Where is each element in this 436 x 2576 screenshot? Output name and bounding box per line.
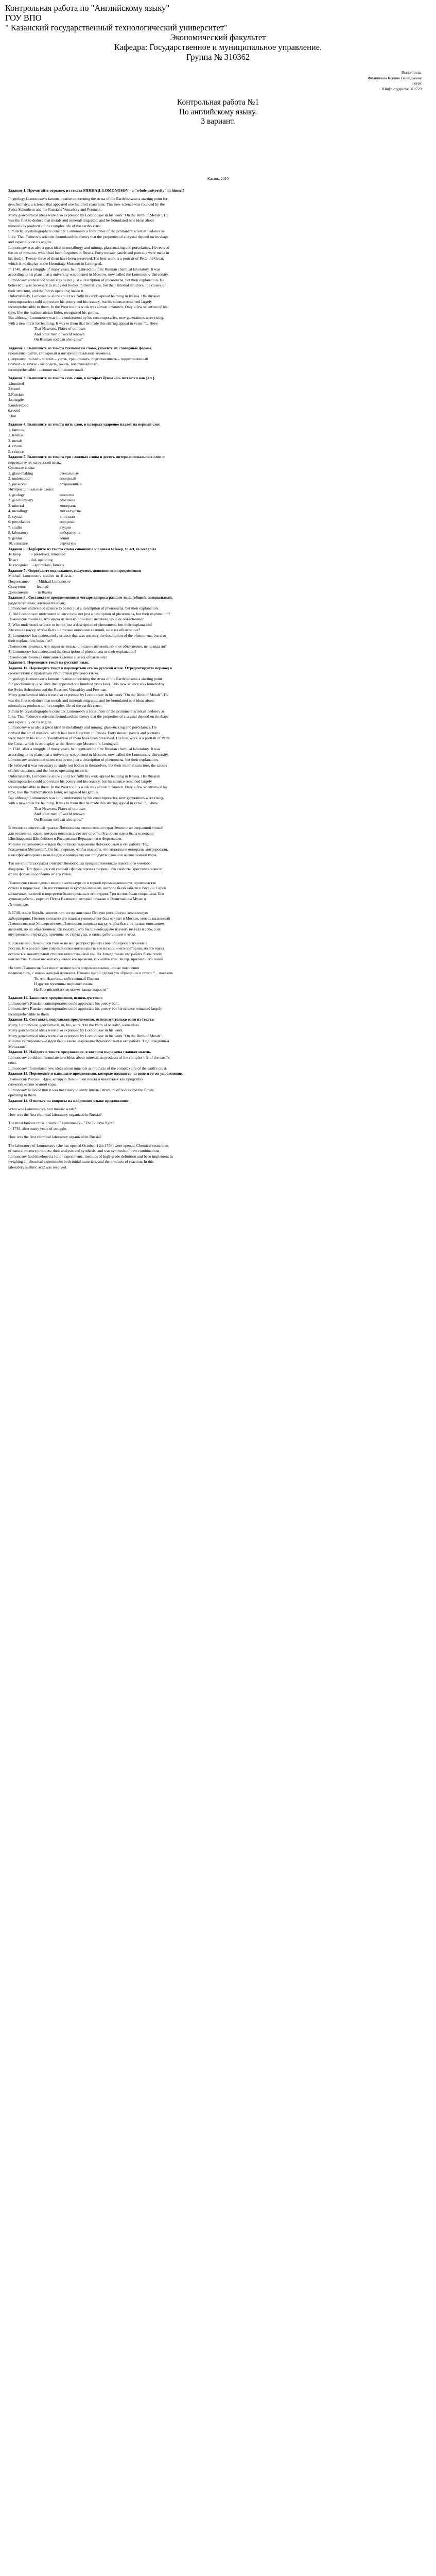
- text-line: To recognize - appreciate, famous: [8, 563, 64, 567]
- text-line: Lomonosov "formulated new ideas about minerals as products of the complex life of the earth's crust.: [8, 1065, 167, 1071]
- task-heading: Задание 13. Переведите и напишите предложения, которые находятся на одно и то же упражнение.: [8, 1071, 183, 1076]
- term-pair: [8, 503, 428, 509]
- text-line: 1.hundred: [8, 381, 24, 386]
- text-line: revived - to revive - возродить, ожить, восстанавливать.: [8, 362, 100, 366]
- text-line: incomprehensible to them. In the West too his work was almost unknown. Only a few scientists of his: [8, 784, 168, 789]
- term-translation: геология: [60, 492, 75, 497]
- text-line: Ленинграде.: [8, 902, 29, 907]
- term-word: 4. metallogy: [8, 509, 28, 513]
- text-line: 5. science: [8, 449, 24, 454]
- text-line: Подлежащее - Mikhail Lomonosov: [8, 579, 71, 584]
- term-translation: кристалл: [60, 514, 75, 519]
- header-line-3: " Казанский государственный технологический университет": [5, 23, 228, 32]
- text-line: Металлов".: [8, 1044, 27, 1049]
- verse-line: And other men of world renown: [34, 331, 85, 336]
- text-line: Many geochemical ideas were also expressed by Lomonosov in his work "On the Birth of Metals". He: [8, 692, 169, 697]
- text-line: laboratory sulfuric acid was received.: [8, 1164, 67, 1170]
- text-line: Сложные слова:: [8, 465, 36, 470]
- text-line: Many geochemical ideas were also expressed by Lomonosov in his work.: [8, 1028, 124, 1032]
- term-translation: студия: [60, 524, 71, 530]
- text-line: according to his plans that a university was opened in Moscow, now called the Lomonosov University.: [8, 272, 169, 277]
- text-line: Like. That Fedorov's scientist formulated the theory that the properties of a crystal depend on its shape: [8, 234, 169, 239]
- task-heading: Задание 11. Закончите предложения, используя текст.: [8, 995, 103, 1000]
- text-line: He believed it was necessary to study not bodies in themselves, but their internal structure, the causes: [8, 762, 167, 768]
- text-line: Lomonosov understood science to be not just a description of phenomena, but their explanation.: [8, 606, 159, 611]
- term-pair: [8, 471, 428, 477]
- header-line-5: Кафедра: Государственное и муниципальное управление.: [114, 42, 322, 52]
- term-pair: [8, 525, 428, 531]
- text-line: Но хотя Ломоносов был понят немного его современниками, новые поколения: [8, 965, 139, 970]
- text-line: неизвестна. Только несколько ученых его времени, как математик Эйлер, признали его гений.: [8, 957, 164, 961]
- term-pair: [8, 530, 428, 536]
- text-line: и он сформулировал новые идеи о минералах как продукты сложной жизни земной коры.: [8, 852, 158, 857]
- city-year: Казань, 2010: [207, 176, 229, 181]
- text-line: How was the first chemical laboratory organized in Russia?: [8, 1112, 102, 1117]
- term-pair: [8, 514, 428, 520]
- text-line: time, like the mathematician Euler, recognized his genius.: [8, 790, 99, 794]
- text-line: of their structure, and the forces operating inside it.: [8, 768, 89, 773]
- verse-line: И другие мужчины мирового славы: [34, 981, 94, 986]
- text-line: geochemistry, a science that appeared one hundred years later. This new science was founded by the: [8, 201, 165, 207]
- text-line: мозаичных панелей и портретов были сделаны в его студии. Три из них были сохранены. Его: [8, 891, 164, 896]
- term-word: 10. structure: [8, 541, 28, 546]
- text-line: In geology Lomonosov's famous treatise concerning the strata of the Earth became a starting point for: [8, 196, 168, 201]
- text-line: Many geochemical ideas were also expressed by Lomonosov in his work "On the Birth of Metals". He: [8, 212, 169, 217]
- text-line: для геохимии, науки, которая появилась сто лет спустя. Эта новая наука была основана: [8, 831, 154, 836]
- text-line: Ломоносов также сделал много в металлургии и горной промышленности, производстве: [8, 880, 156, 885]
- text-line: contemporaries could appreciate his poetry and his oratory, but his science remained largely: [8, 299, 152, 304]
- text-line: Кто понял науку, чтобы быть не только описание явлений, но и их объяснение?: [8, 628, 141, 632]
- header-line-1: Контрольная работа по "Английскому языку": [5, 3, 170, 13]
- text-line: Swiss Schonbein and the Russians Vernadsky and Fersman.: [8, 207, 102, 212]
- text-line: with a new thirst for learning. It was to them that he made this stirring appeal in verse: "... show: [8, 801, 158, 805]
- text-line: The most famous mosaic work of Lomonosov - "The Poltava fight".: [8, 1121, 115, 1125]
- term-translation: металлургия: [60, 509, 81, 513]
- text-line: Ломоносовским Университетом. Ломоносов понимал науку, чтобы быть не только описанием: [8, 921, 164, 926]
- text-line: In geology Lomonosov's famous treatise concerning the strata of the Earth became a starting point: [8, 676, 162, 681]
- text-line: In 1748, after a struggle of many years, he organised the first Russian chemical laboratory. It was: [8, 747, 161, 751]
- text-line: Ломоносов понимал, что наука не только описание явлений, но и их объяснение, не правда ли?: [8, 643, 167, 649]
- text-line: In 1748, after many years of struggle.: [8, 1126, 67, 1131]
- term-pair: [8, 519, 428, 525]
- text-line: the Great, which is on display at the Hermitage Museum in Leningrad.: [8, 741, 119, 746]
- title-line-2: По английскому языку.: [179, 107, 257, 116]
- header-line-4: Экономический факультет: [170, 32, 266, 42]
- verse-line: То, что Ньютоны, собственный Платон: [34, 976, 99, 981]
- text-line: his studio. Twenty-three of them have been preserved. His best work is a portrait of Peter the Great,: [8, 256, 164, 261]
- task-heading: Задание 7 . Определите подлежащее, сказуемое, дополнение в предложении: [8, 568, 141, 573]
- text-line: was the first to deduce that metals and minerals migrated, and he formulated new ideas about: [8, 218, 154, 223]
- verse-line: That Newtons, Plates of our own: [34, 326, 85, 331]
- text-line: operating in them.: [8, 1093, 37, 1097]
- text-line: 4) Lomonosov has understood the description of phenomena or their explanation?: [8, 649, 136, 654]
- text-line: осталась в значительной степени непостижимой им. На Западе также его работа была почти: [8, 951, 163, 956]
- text-line: России. Его российские современники могли ценить его поэзию и его ораторию, но его наука: [8, 946, 164, 951]
- text-line: Lomonosov had developed a lot of experiments, methods of high-grade definition and been implement in: [8, 1154, 173, 1159]
- author-role: Выполнила:: [401, 70, 422, 75]
- text-line: лабораторию. Именно согласно его планам университет был открыт в Москве, теперь названный: [8, 916, 170, 921]
- text-line: Many, Lomonosov, geochemical, in, his, work "On the Birth of Metals", were ideas: [8, 1022, 139, 1027]
- task-heading: Задание 14. Ответьте на вопросы на найденном языке предложении:: [8, 1098, 130, 1103]
- term-word: 8. laboratory: [8, 530, 28, 535]
- text-line: Ломоносов понимал, что наука не только описание явлений, но и их объяснение?: [8, 617, 144, 621]
- text-line: В 1748, после борьбы многих лет, он организовал Первую российскую химическую: [8, 910, 148, 915]
- title-line-1: Контрольная работа №1: [177, 98, 259, 107]
- document-body: [8, 188, 428, 1171]
- term-translation: стекольные: [60, 470, 79, 476]
- text-line: incomprehensible to them.: [8, 1011, 50, 1016]
- term-translation: минералы: [60, 503, 77, 508]
- text-line: with a new thirst for learning. It was to them that he made this stirring appeal in verse: "... show: [8, 320, 158, 326]
- text-line: the art of mosaics, which had been forgotten in Russia. Forty mosaic panels and portraits were made in: [8, 250, 169, 255]
- term-pair: [8, 498, 428, 503]
- text-line: 1) Did Lomonosov understand science to be not just a description of phenomena, but their explanation?: [8, 611, 170, 616]
- text-line: Unfortunately, Lomonosov alone could not fulfil his wide-spread learning in Russia. His Russian: [8, 294, 160, 298]
- text-line: Так же кристаллографы считают Ломоносова предшественником известного ученого: [8, 861, 150, 866]
- verse-line: На Российской почве может также вырасти": [34, 987, 108, 992]
- text-line: incomprehensible - непонятный, неизвестный.: [8, 367, 84, 372]
- text-line: their structure, and the forces operating inside it.: [8, 288, 84, 293]
- text-line: внутреннюю структуру, причины их структуры, и силы, работающие в этом.: [8, 932, 136, 937]
- term-word: 3. mineral: [8, 503, 24, 508]
- text-line: стекла и порцелане. Он восстановил искусство мозаики, которое было забыто в России. Сорок: [8, 886, 166, 890]
- term-word: 7. studio: [8, 524, 22, 530]
- text-line: 4. crystal: [8, 444, 23, 448]
- text-line: проанализируйте, словарный и интернациональные термины.: [8, 351, 111, 355]
- term-pair: [8, 493, 428, 498]
- text-line: Многие геохимические идеи были также выражены Ломоносовым в его работе "Над Рождением: [8, 1039, 169, 1043]
- text-line: of natural mixture products, their analysis and synthesis, and was synthesis of new combinations.: [8, 1148, 161, 1153]
- text-line: 2. treatise: [8, 433, 24, 437]
- text-line: Lomonosov understood science to be not just a description of phenomena, but their explanation. He: [8, 277, 164, 282]
- text-line: and especially on its angles.: [8, 240, 52, 244]
- text-line: 1. famous: [8, 427, 24, 432]
- text-line: Ломоносов Россию. Идея, которую Ломоносов понял о минералах как продуктах: [8, 1076, 144, 1081]
- text-line: сложной жизни земной коры.: [8, 1082, 58, 1087]
- text-line: according to his plans that a university was opened in Moscow, now called the Lomonosov University.: [8, 752, 169, 757]
- text-line: Lomonosov was also a great ideal in metallurgy and mining, glass-making and porcelanics. He: [8, 725, 157, 730]
- text-line: Многие геохимические идеи были также выражены Ломоносовым в его работе "Над: [8, 841, 150, 846]
- text-line: incomprehensible to them. In the West too his work was almost unknown. Only a few scientists of his: [8, 304, 168, 309]
- term-word: 2. geochemistry: [8, 498, 33, 502]
- text-line: 2.found: [8, 386, 21, 391]
- verse-line: And other men of world renown: [34, 811, 85, 816]
- task-heading: Задание 8 . Составьте и предложениями четыре вопроса разного типа (общий, специальный,: [8, 595, 173, 600]
- text-line: Федорова. Тот французский ученый сформулировал теорию, что свойства кристалла зависят: [8, 866, 163, 871]
- text-line: contemporaries could appreciate his poetry and his oratory, but his science remained largely: [8, 779, 152, 784]
- verse-line: On Russian soil can also grow": [34, 337, 83, 342]
- text-line: In 1748, after a struggle of many years, he organised the first Russian chemical laboratory. It was: [8, 266, 161, 272]
- text-line: от его формы и особенно от его углов.: [8, 872, 72, 876]
- text-line: Unfortunately, Lomonosov alone could not fulfil his wide-spread learning in Russia. His Russian: [8, 773, 160, 778]
- text-line: Lomonosov believed that it was necessary to study internal structure of bodies and the forces: [8, 1087, 154, 1092]
- text-line: 2) Who understood science to be not just a description of phenomena, but their explanation?: [8, 622, 153, 627]
- text-line: явлений, но их объяснением. Он полагал, что было необходимо изучить не тела в себе, а их: [8, 926, 161, 931]
- text-line: time, like the mathematician Euler, recognized his genius.: [8, 310, 99, 315]
- text-line: What was Lomonosov's best mosaic work?: [8, 1107, 76, 1111]
- verse-line: On Russian soil can also grow": [34, 817, 83, 822]
- text-line: В геологии известный трактат Ломоносова относительно страт Земли стал отправной точкой: [8, 825, 164, 830]
- task-heading: Задание 1. Прочитайте отрывок из текста MIKHAIL LOMONOSOV - a "whole university" in himself: [8, 188, 184, 193]
- text-line: Рождением Металлов". Он был первым, чтобы вывести, что металлы и минералы мигрировали,: [8, 847, 168, 852]
- author-name: Филиппова Ксения Геннадьевна: [368, 75, 422, 80]
- task-heading: Задание 3. Выпишите из текста семь слов, в которых буква -ou- читается как [ʌʊ ].: [8, 376, 155, 380]
- text-line: Швейцарским Шенбейном и Россиянами Вернадским и Ферсманом.: [8, 836, 123, 841]
- verse-line: That Newtons, Plates of our own: [34, 806, 85, 811]
- text-line: To keep - preserved, remained: [8, 552, 66, 556]
- text-line: for geochemistry, a science that appeared one hundred years later. This new science was founded by: [8, 682, 165, 686]
- text-line: (например, trained – to train – учить, тренировать, подготавливать – подготовленный: [8, 356, 148, 361]
- text-line: Like. That Fedorov's scientist formulated the theory that the properties of a crystal depend on its shape: [8, 714, 169, 719]
- term-pair: [8, 482, 428, 487]
- text-line: Similarly, crystallographers consider Lomonosov a forerunner of the prominent scientist Fedorov as: [8, 708, 165, 714]
- text-line: their explanation, hasn't he?: [8, 638, 52, 643]
- author-course: 1 курс: [411, 81, 422, 86]
- text-line: 3) Lomonosov has understood a science that was not only the description of the phenomena, but also: [8, 633, 166, 638]
- text-line: переведите их на русский язык.: [8, 460, 61, 465]
- term-word: 1. glass-making: [8, 470, 33, 476]
- text-line: Сказуемое - learned: [8, 584, 48, 589]
- term-translation: гений: [60, 535, 69, 540]
- text-line: Дополнение - in Russia: [8, 589, 53, 595]
- term-translation: понятный: [60, 476, 76, 481]
- text-line: поднимались, с новой жаждой изучения. Именно им он сделал это обращение в стихе: "... показать: [8, 971, 173, 975]
- text-line: the Swiss Schonbein and the Russians Vernadsky and Fersman.: [8, 687, 108, 692]
- term-pair: [8, 541, 428, 547]
- text-line: соответствии с правилами стилистики русского языка.: [8, 671, 99, 675]
- text-line: Lomonosov understood science to be not just a description of phenomena, but their explanation.: [8, 757, 159, 762]
- term-pair: [8, 536, 428, 541]
- term-word: 3. preserved: [8, 481, 28, 486]
- header-line-2: ГОУ ВПО: [5, 13, 42, 23]
- text-line: How was the first chemical laboratory organized in Russia?: [8, 1134, 102, 1139]
- term-pair: [8, 509, 428, 514]
- text-line: But although Lomonosov was little understood by his contemporaries, new generations were rising,: [8, 315, 164, 320]
- text-line: and especially on its angles.: [8, 719, 52, 724]
- text-line: But although Lomonosov was little understood by his contemporaries, new generations were rising,: [8, 795, 164, 800]
- term-word: 1. geology: [8, 492, 25, 497]
- text-line: which is on display at the Hermitage Museum in Leningrad.: [8, 261, 102, 266]
- title-line-3: 3 вариант.: [201, 117, 235, 126]
- text-line: 3. metals: [8, 438, 23, 443]
- term-translation: геохимия: [60, 498, 76, 502]
- text-line: 5.understood: [8, 402, 29, 408]
- term-word: 2. understood: [8, 476, 30, 481]
- text-line: 7.but: [8, 413, 16, 418]
- text-line: К сожалению, Ломоносов только не мог распространить свое обширное изучение в: [8, 940, 148, 945]
- term-translation: лаборатория: [60, 530, 81, 535]
- term-pair: [8, 476, 428, 482]
- text-line: The laboratory of Lomonosov (she has opened October, 12th 1748) were opened. Chemical researches: [8, 1143, 169, 1148]
- text-line: revived the art of mosaics, which had been forgotten in Russia. Forty mosaic panels and portraits: [8, 730, 160, 735]
- term-word: 5. crystal: [8, 514, 23, 519]
- text-line: Ломоносов понимал описание явлений или их объяснение?: [8, 654, 108, 659]
- text-line: 4.struggle: [8, 397, 24, 402]
- task-heading: Задание 5. Выпишите из текста три сложных слова и десять интернациональных слов и: [8, 454, 165, 459]
- term-word: 6. porcelanics: [8, 519, 30, 524]
- task-heading: Задание 13. Найдите в тексте предложение, в котором выражена главная мысль.: [8, 1049, 151, 1054]
- task-heading: Задание 9. Переведите текст на русский язык.: [8, 660, 90, 665]
- term-translation: структура: [60, 541, 77, 546]
- text-line: Many geochemical ideas were also expressed by Lomonosov in his work "On the Birth of Metals".: [8, 1033, 163, 1038]
- task-heading: Задание 10. Переведите текст в перевертыш его на русский язык. Отредактируйте перевод в: [8, 665, 172, 670]
- text-line: To act - did, operating: [8, 557, 53, 562]
- task-heading: Задание 6. Подберите из текста слова синонимы к словам to keep, to act, to recognize: [8, 546, 156, 551]
- header-line-6: Группа № 310362: [186, 52, 250, 62]
- text-line: Lomonosov's Russian contemporaries could appreciate his poetry but his science remained largely: [8, 1006, 162, 1011]
- text-line: разделительный, альтернативный).: [8, 600, 66, 605]
- text-line: minerals as products of the complex life of the earth's crust.: [8, 703, 102, 708]
- text-line: Lomonosov could not formulate new ideas about minerals as products of the complex life of the earth's: [8, 1055, 170, 1060]
- text-line: 6.round: [8, 408, 21, 413]
- term-translation: порцелан: [60, 519, 76, 524]
- text-line: minerals as products of the complex life of the earth's crust.: [8, 223, 102, 228]
- text-line: Similarly, crystallographers consider Lomonosov a forerunner of the prominent scientist Fedorov as: [8, 229, 165, 233]
- term-word: 9. genius: [8, 535, 23, 540]
- task-heading: Задание 4. Выпишите из текста пять слов, в которых ударение падает на первый слог: [8, 422, 161, 427]
- text-line: crust.: [8, 1060, 17, 1065]
- text-line: Mikhail Lomonosov studies in Russia.: [8, 573, 73, 578]
- text-line: weighing all chemical experiments both initial materials, and the products of reaction. In this: [8, 1159, 154, 1164]
- text-line: Lomonosov's Russian contemporaries could appreciate his poetry but...: [8, 1001, 120, 1006]
- text-line: Lomonosov was also a great ideal in metallurgy and mining, glass-making and porcelanics. He revived: [8, 245, 169, 250]
- text-line: believed it was necessary to study not bodies in themselves, but their internal structure, the causes of: [8, 283, 166, 287]
- term-translation: сохраненный: [60, 481, 82, 486]
- text-line: лучшая работа - портрет Петра Великого, который показан в Эрмитажном Музее в: [8, 896, 146, 901]
- task-heading: Задание 12. Составьте, подставляя предложения, используя только один из текста:: [8, 1017, 155, 1022]
- task-heading: Задание 2. Выпишите из текста технологии слова, укажите их словарные формы,: [8, 345, 152, 350]
- text-line: was the first to deduce that metals and minerals migrated, and he formulated new ideas about: [8, 698, 154, 703]
- text-line: were made in his studio. Twenty-three of them have been preserved. His best work is a portrait of Peter: [8, 736, 170, 740]
- text-line: 3.Russian: [8, 392, 24, 397]
- author-code: Шифр студента: 310729: [381, 86, 422, 91]
- text-line: Интернациональные слова:: [8, 487, 54, 492]
